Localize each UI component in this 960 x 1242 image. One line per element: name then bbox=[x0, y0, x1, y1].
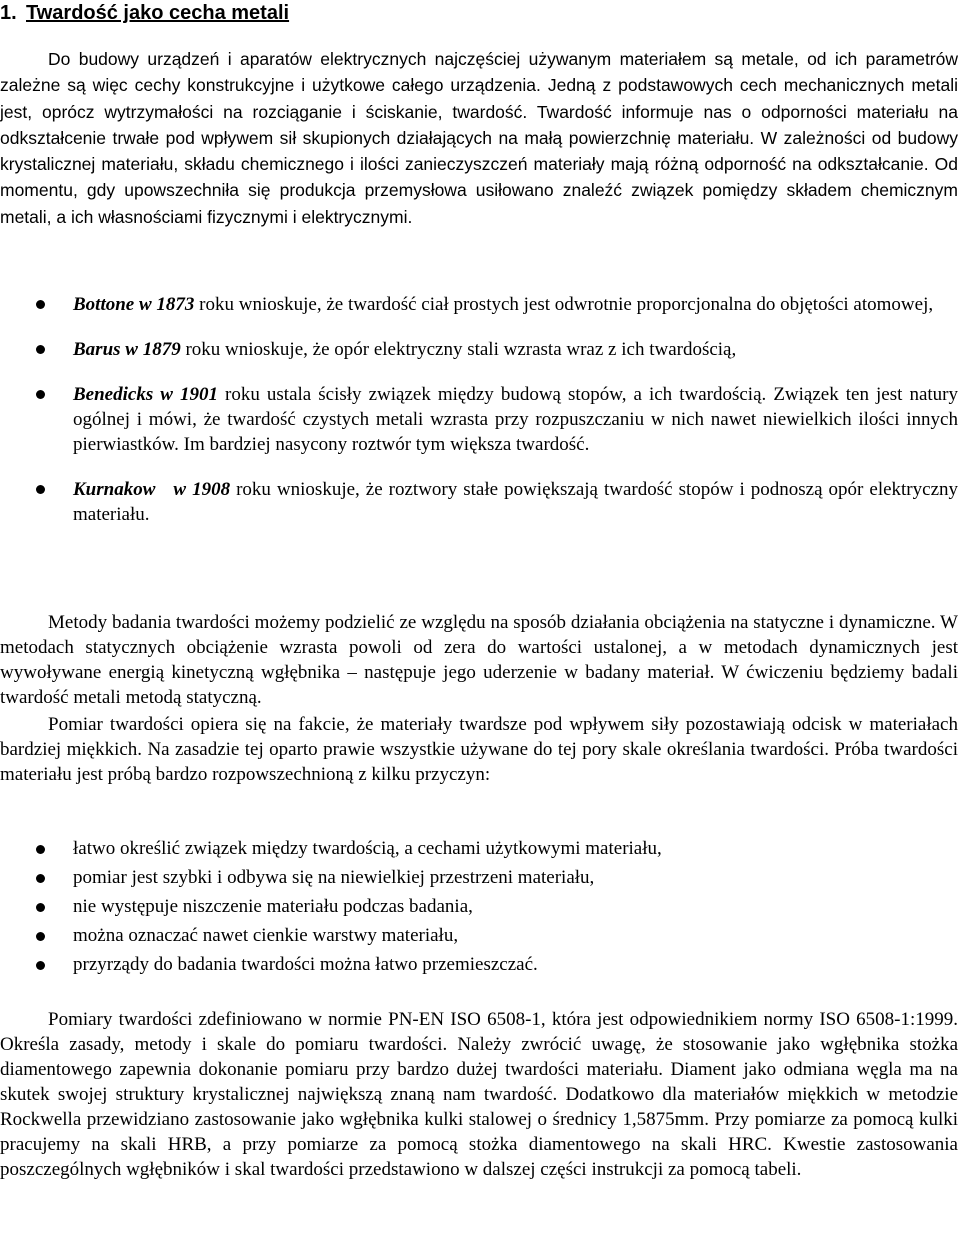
item-text: roku ustala ścisły związek między budową stopów, a ich twardością. Związek ten jest natury ogólnej i mówi, że twardość czystych metali wzrasta przy rozpuszczaniu w nich nawet niewielkich ilości innych pierwiastków. Im bardziej nasycony roztwór tym większa twardość. bbox=[73, 384, 958, 455]
bullet-icon bbox=[36, 903, 45, 912]
reasons-list bbox=[0, 836, 958, 981]
bullet-icon bbox=[36, 485, 45, 494]
intro-paragraph: Do budowy urządzeń i aparatów elektrycznych najczęściej używanym materiałem są metale, od ich parametrów zależne są więc cechy konstrukcyjne i użytkowe całego urządzenia. Jedną z podstawowych cech mechanicznych metali jest, oprócz wytrzymałości na rozciąganie i ściskanie, twardość. Twardość informuje nas o odporności materiału na odkształcenie trwałe pod wpływem sił skupionych działających na małą powierzchnię materiału. W zależności od budowy krystalicznej materiału, składu chemicznego i ilości zanieczyszczeń materiały mają różną odporność na odkształcanie. Od momentu, gdy upowszechniła się produkcja przemysłowa usiłowano znaleźć związek pomiędzy składem chemicznym metali, a ich własnościami fizycznymi i elektrycznymi. bbox=[0, 49, 958, 227]
list-item bbox=[0, 292, 958, 317]
bullet-icon bbox=[36, 390, 45, 399]
hardness-paragraph: Pomiar twardości opiera się na fakcie, że materiały twardsze pod wpływem siły pozostawiają odcisk w materiałach bardziej miękkich. Na zasadzie tej oparto prawie wszystkie używane do tej pory skale określania twardości. Próba twardości materiału jest próbą bardzo rozpowszechnioną z kilku przyczyn: bbox=[0, 714, 958, 785]
bullet-icon bbox=[36, 345, 45, 354]
item-text: łatwo określić związek między twardością, a cechami użytkowymi materiału, bbox=[73, 838, 662, 859]
item-text: roku wnioskuje, że roztwory stałe powiększają twardość stopów i podnoszą opór elektryczny materiału. bbox=[73, 479, 958, 525]
item-text: nie występuje niszczenie materiału podczas badania, bbox=[73, 896, 473, 917]
author-name: Bottone w 1873 bbox=[73, 294, 195, 315]
list-item bbox=[0, 382, 958, 457]
author-name: Barus w 1879 bbox=[73, 339, 181, 360]
bullet-icon bbox=[36, 300, 45, 309]
list-item bbox=[0, 337, 958, 362]
item-text: przyrządy do badania twardości można łatwo przemieszczać. bbox=[73, 954, 538, 975]
item-text: pomiar jest szybki i odbywa się na niewielkiej przestrzeni materiału, bbox=[73, 867, 595, 888]
bullet-icon bbox=[36, 932, 45, 941]
bullet-icon bbox=[36, 961, 45, 970]
standard-paragraph: Pomiary twardości zdefiniowano w normie PN-EN ISO 6508-1, która jest odpowiednikiem normy ISO 6508-1:1999. Określa zasady, metody i skale do pomiaru twardości. Należy zwrócić uwagę, że stosowanie jako wgłębnika stożka diamentowego zapewnia dokonanie pomiaru przy bardzo dużej twardości materiału. Diament jako odmiana węgla ma na skutek swojej struktury krystalicznej największą znaną nam twardość. Dodatkowo dla materiałów miękkich w metodzie Rockwella przewidziano zastosowanie jako wgłębnika kulki stalowej o średnicy 1,5875mm. Przy pomiarze za pomocą kulki pracujemy na skali HRB, a przy pomiarze za pomocą stożka diamentowego na skali HRC. Kwestie zastosowania poszczególnych wgłębników i skal twardości przedstawiono w dalszej części instrukcji za pomocą tabeli. bbox=[0, 1009, 958, 1180]
item-text: można oznaczać nawet cienkie warstwy materiału, bbox=[73, 925, 459, 946]
list-item bbox=[0, 836, 958, 861]
list-item bbox=[0, 923, 958, 948]
bullet-icon bbox=[36, 874, 45, 883]
section-heading bbox=[0, 0, 289, 26]
item-text: roku wnioskuje, że twardość ciał prostych jest odwrotnie proporcjonalna do objętości atomowej, bbox=[194, 294, 934, 315]
item-text: roku wnioskuje, że opór elektryczny stali wzrasta wraz z ich twardością, bbox=[180, 339, 737, 360]
list-item bbox=[0, 477, 958, 527]
history-list bbox=[0, 292, 958, 547]
author-name: Kurnakow w 1908 bbox=[73, 479, 231, 500]
list-item bbox=[0, 894, 958, 919]
section-number: 1. bbox=[0, 2, 17, 24]
author-name: Benedicks w 1901 bbox=[73, 384, 218, 405]
methods-paragraph: Metody badania twardości możemy podzielić ze względu na sposób działania obciążenia na statyczne i dynamiczne. W metodach statycznych obciążenie wzrasta powoli od zera do wartości ustalonej, a w metodach dynamicznych jest wywoływane energią kinetyczną wgłębnika – następuje jego uderzenie w badany materiał. W ćwiczeniu będziemy badali twardość metali metodą statyczną. bbox=[0, 612, 958, 708]
list-item bbox=[0, 952, 958, 977]
section-title: Twardość jako cecha metali bbox=[26, 2, 290, 24]
bullet-icon bbox=[36, 845, 45, 854]
list-item bbox=[0, 865, 958, 890]
